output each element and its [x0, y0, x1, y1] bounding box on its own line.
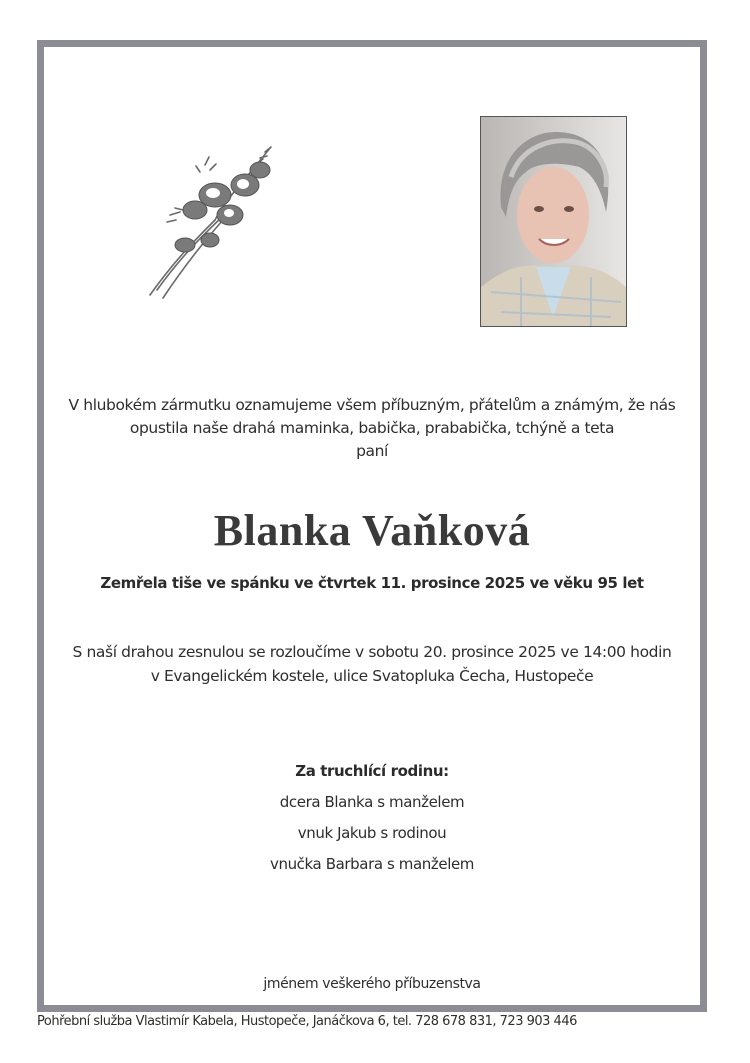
- family-member: vnuk Jakub s rodinou: [297, 824, 447, 842]
- portrait-photo: [480, 116, 627, 327]
- ceremony-line-2: v Evangelickém kostele, ulice Svatopluka Čecha, Hustopeče: [150, 667, 594, 685]
- intro-line-3: paní: [356, 442, 388, 460]
- family-title: Za truchlící rodinu:: [295, 762, 449, 780]
- death-info: Zemřela tiše ve spánku ve čtvrtek 11. prosince 2025 ve věku 95 let: [100, 574, 644, 592]
- family-member: dcera Blanka s manželem: [279, 793, 465, 811]
- ceremony-line-1: S naší drahou zesnulou se rozloučíme v sobotu 20. prosince 2025 ve 14:00 hodin: [72, 643, 672, 661]
- funeral-service-footer: Pohřební služba Vlastimír Kabela, Hustopeče, Janáčkova 6, tel. 728 678 831, 723 903 446: [37, 1014, 577, 1029]
- intro-line-2: opustila naše drahá maminka, babička, prababička, tchýně a teta: [129, 419, 615, 437]
- portrait-image: [481, 117, 626, 326]
- family-member: vnučka Barbara s manželem: [269, 855, 474, 873]
- signature: jménem veškerého příbuzenstva: [263, 976, 481, 992]
- deceased-name: Blanka Vaňková: [213, 506, 531, 555]
- ceremony-info: [44, 640, 700, 688]
- flower-bouquet-icon: [145, 140, 290, 300]
- intro-line-1: V hlubokém zármutku oznamujeme všem příbuzným, přátelům a známým, že nás: [68, 396, 676, 414]
- announcement-text: [44, 394, 700, 463]
